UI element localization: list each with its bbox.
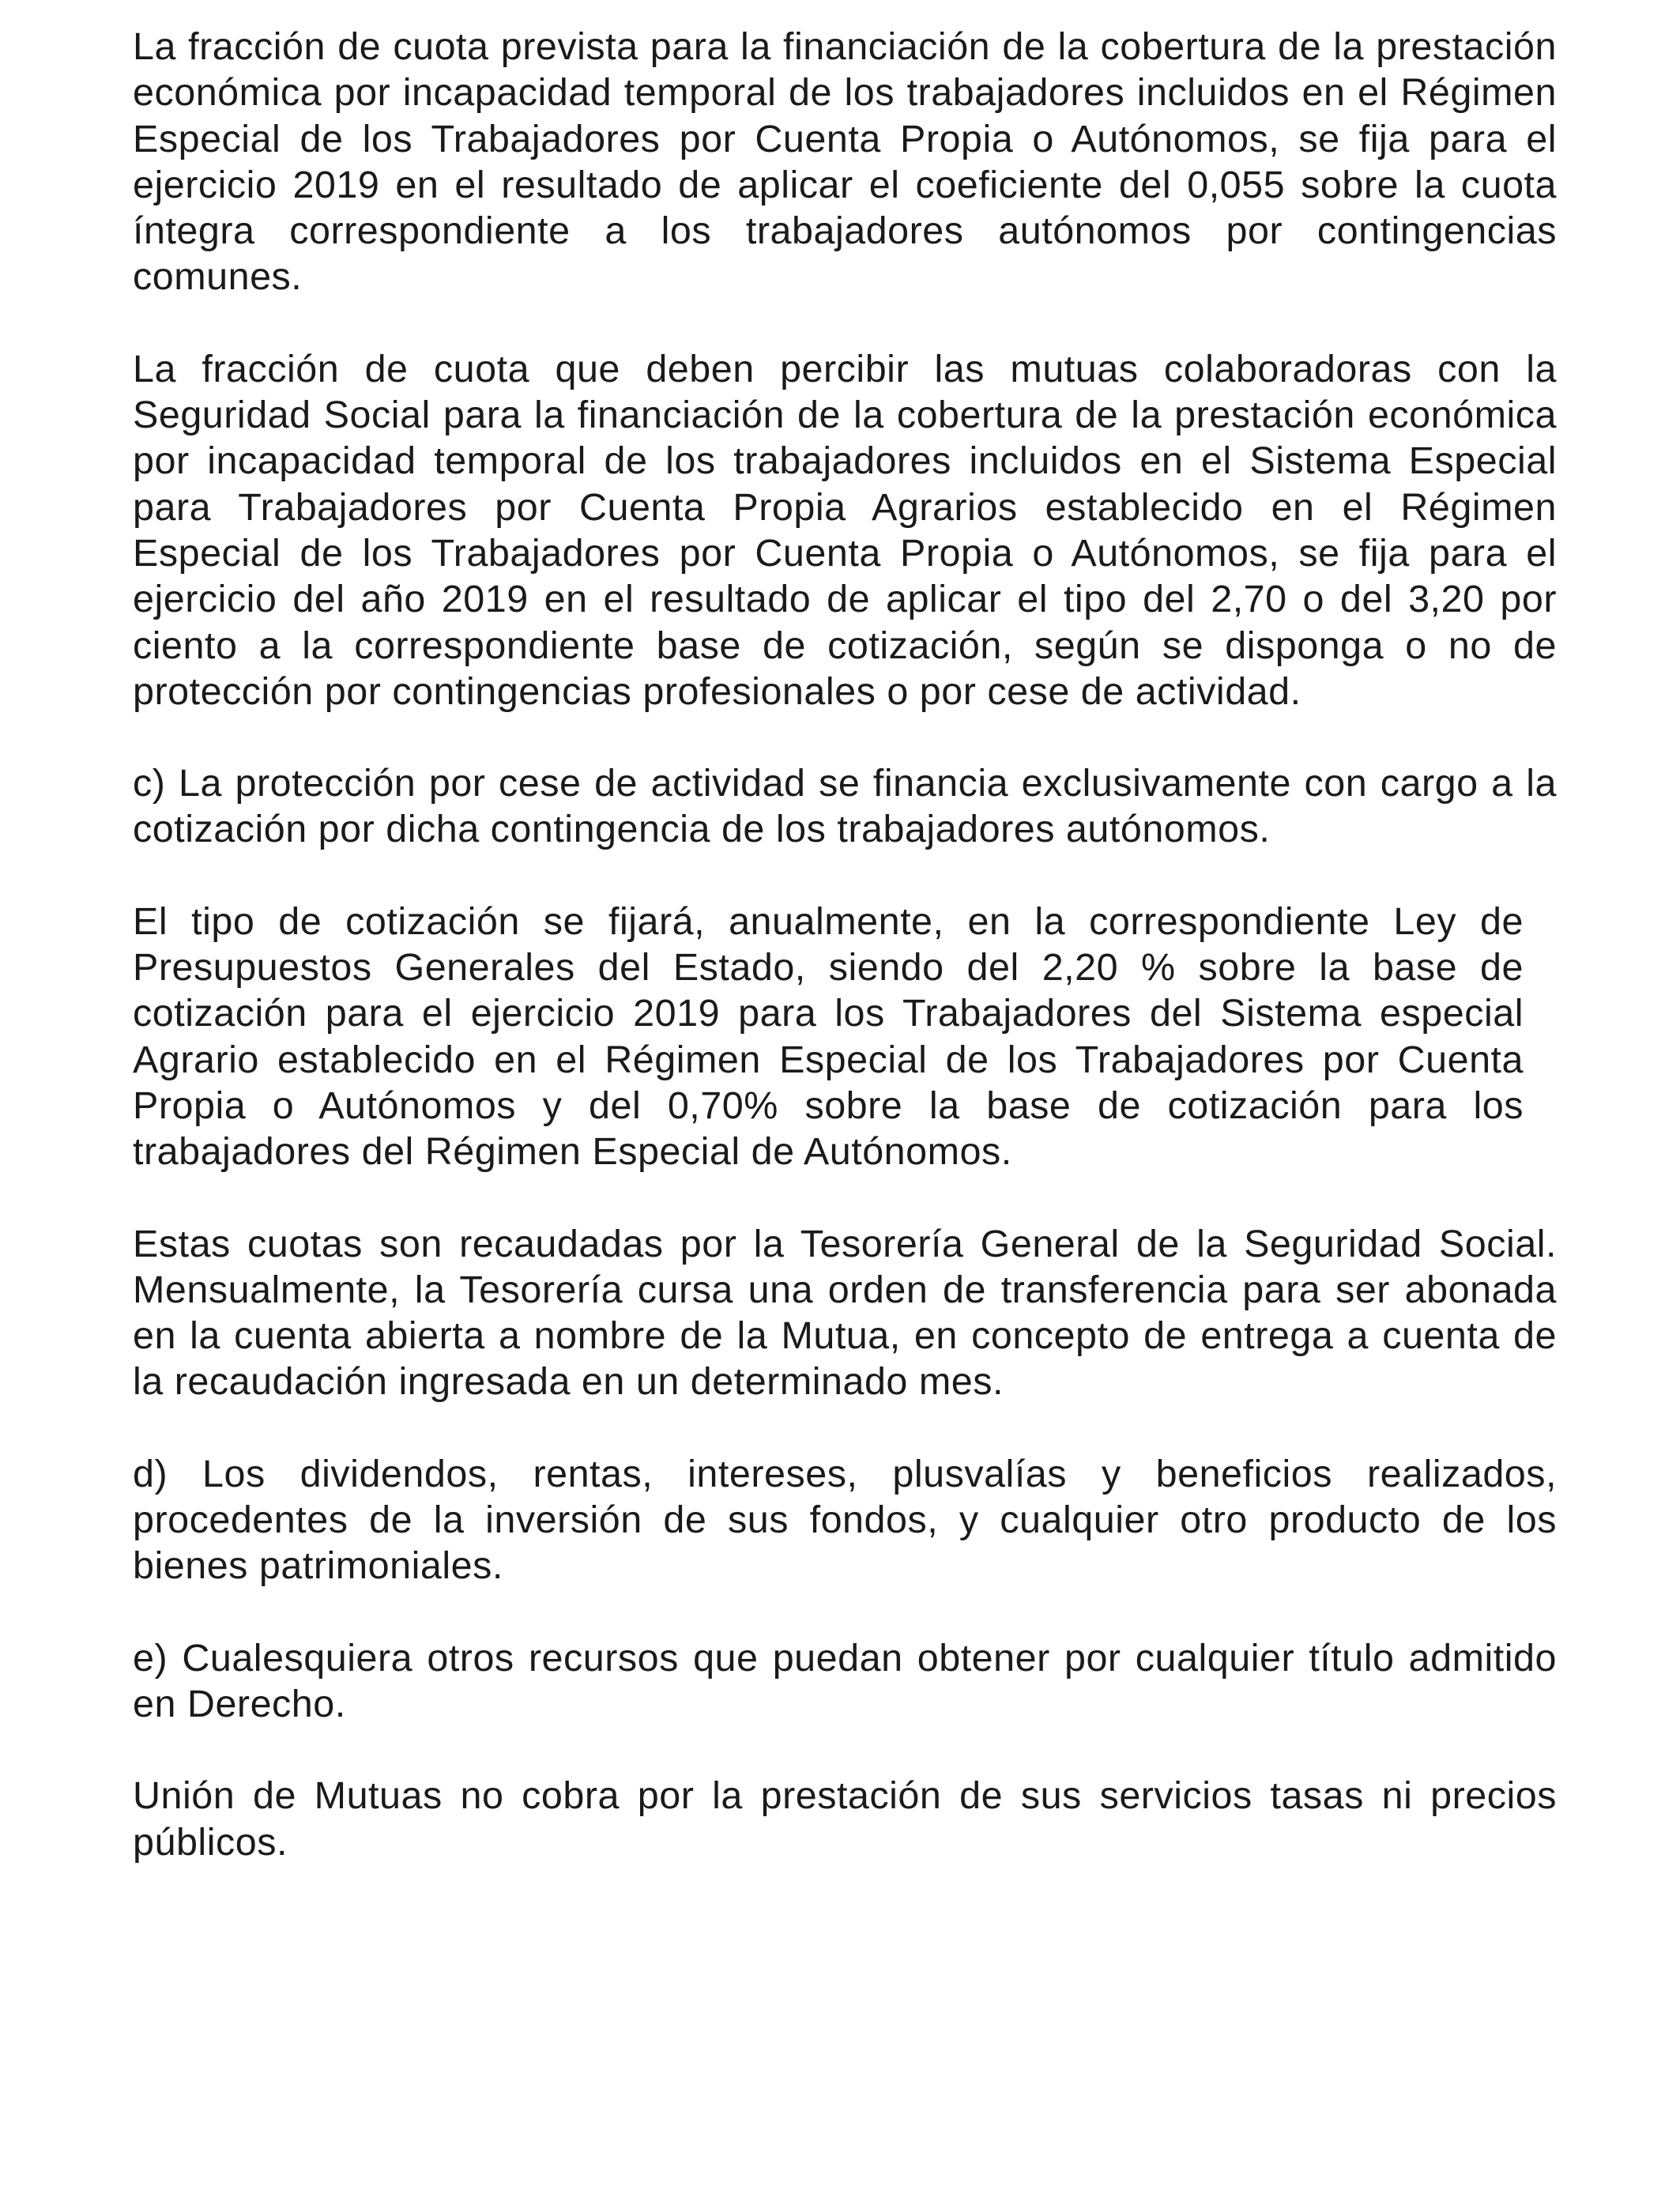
paragraph-tipo-cotizacion: El tipo de cotización se fijará, anualmente, en la correspondiente Ley de Presupuestos Generales del Estado, siendo del 2,20 % sobre la base de cotización para el ejercicio 2019 para los Trabajadores del Sistema especial Agrario establecido en el Régimen Especial de los Trabajadores por Cuenta Propia o Autónomos y del 0,70% sobre la base de cotización para los trabajadores del Régimen Especial de Autónomos.	[133, 899, 1524, 1174]
paragraph-cese-actividad: c) La protección por cese de actividad se financia exclusivamente con cargo a la cotización por dicha contingencia de los trabajadores autónomos.	[133, 762, 1557, 851]
paragraph-tasas-precios: Unión de Mutuas no cobra por la prestación de sus servicios tasas ni precios públicos.	[133, 1774, 1557, 1864]
paragraph-cuota-mutuas-agrarios: La fracción de cuota que deben percibir las mutuas colaboradoras con la Seguridad Social para la financiación de la cobertura de la prestación económica por incapacidad temporal de los trabajadores incluidos en el Sistema Especial para Trabajadores por Cuenta Propia Agrarios establecido en el Régimen Especial de los Trabajadores por Cuenta Propia o Autónomos, se fija para el ejercicio del año 2019 en el resultado de aplicar el tipo del 2,70 o del 3,20 por ciento a la correspondiente base de cotización, según se disponga o no de protección por contingencias profesionales o por cese de actividad.	[133, 347, 1557, 713]
document-page	[133, 24, 1557, 1911]
paragraph-dividendos-rentas: d) Los dividendos, rentas, intereses, plusvalías y beneficios realizados, procedentes de la inversión de sus fondos, y cualquier otro producto de los bienes patrimoniales.	[133, 1452, 1557, 1588]
paragraph-otros-recursos: e) Cualesquiera otros recursos que puedan obtener por cualquier título admitido en Derecho.	[133, 1636, 1557, 1725]
paragraph-cuota-it-autonomos: La fracción de cuota prevista para la financiación de la cobertura de la prestación económica por incapacidad temporal de los trabajadores incluidos en el Régimen Especial de los Trabajadores por Cuenta Propia o Autónomos, se fija para el ejercicio 2019 en el resultado de aplicar el coeficiente del 0,055 sobre la cuota íntegra correspondiente a los trabajadores autónomos por contingencias comunes.	[133, 25, 1557, 299]
paragraph-recaudacion-tesoreria: Estas cuotas son recaudadas por la Tesorería General de la Seguridad Social. Mensualmente, la Tesorería cursa una orden de transferencia para ser abonada en la cuenta abierta a nombre de la Mutua, en concepto de entrega a cuenta de la recaudación ingresada en un determinado mes.	[133, 1222, 1557, 1404]
